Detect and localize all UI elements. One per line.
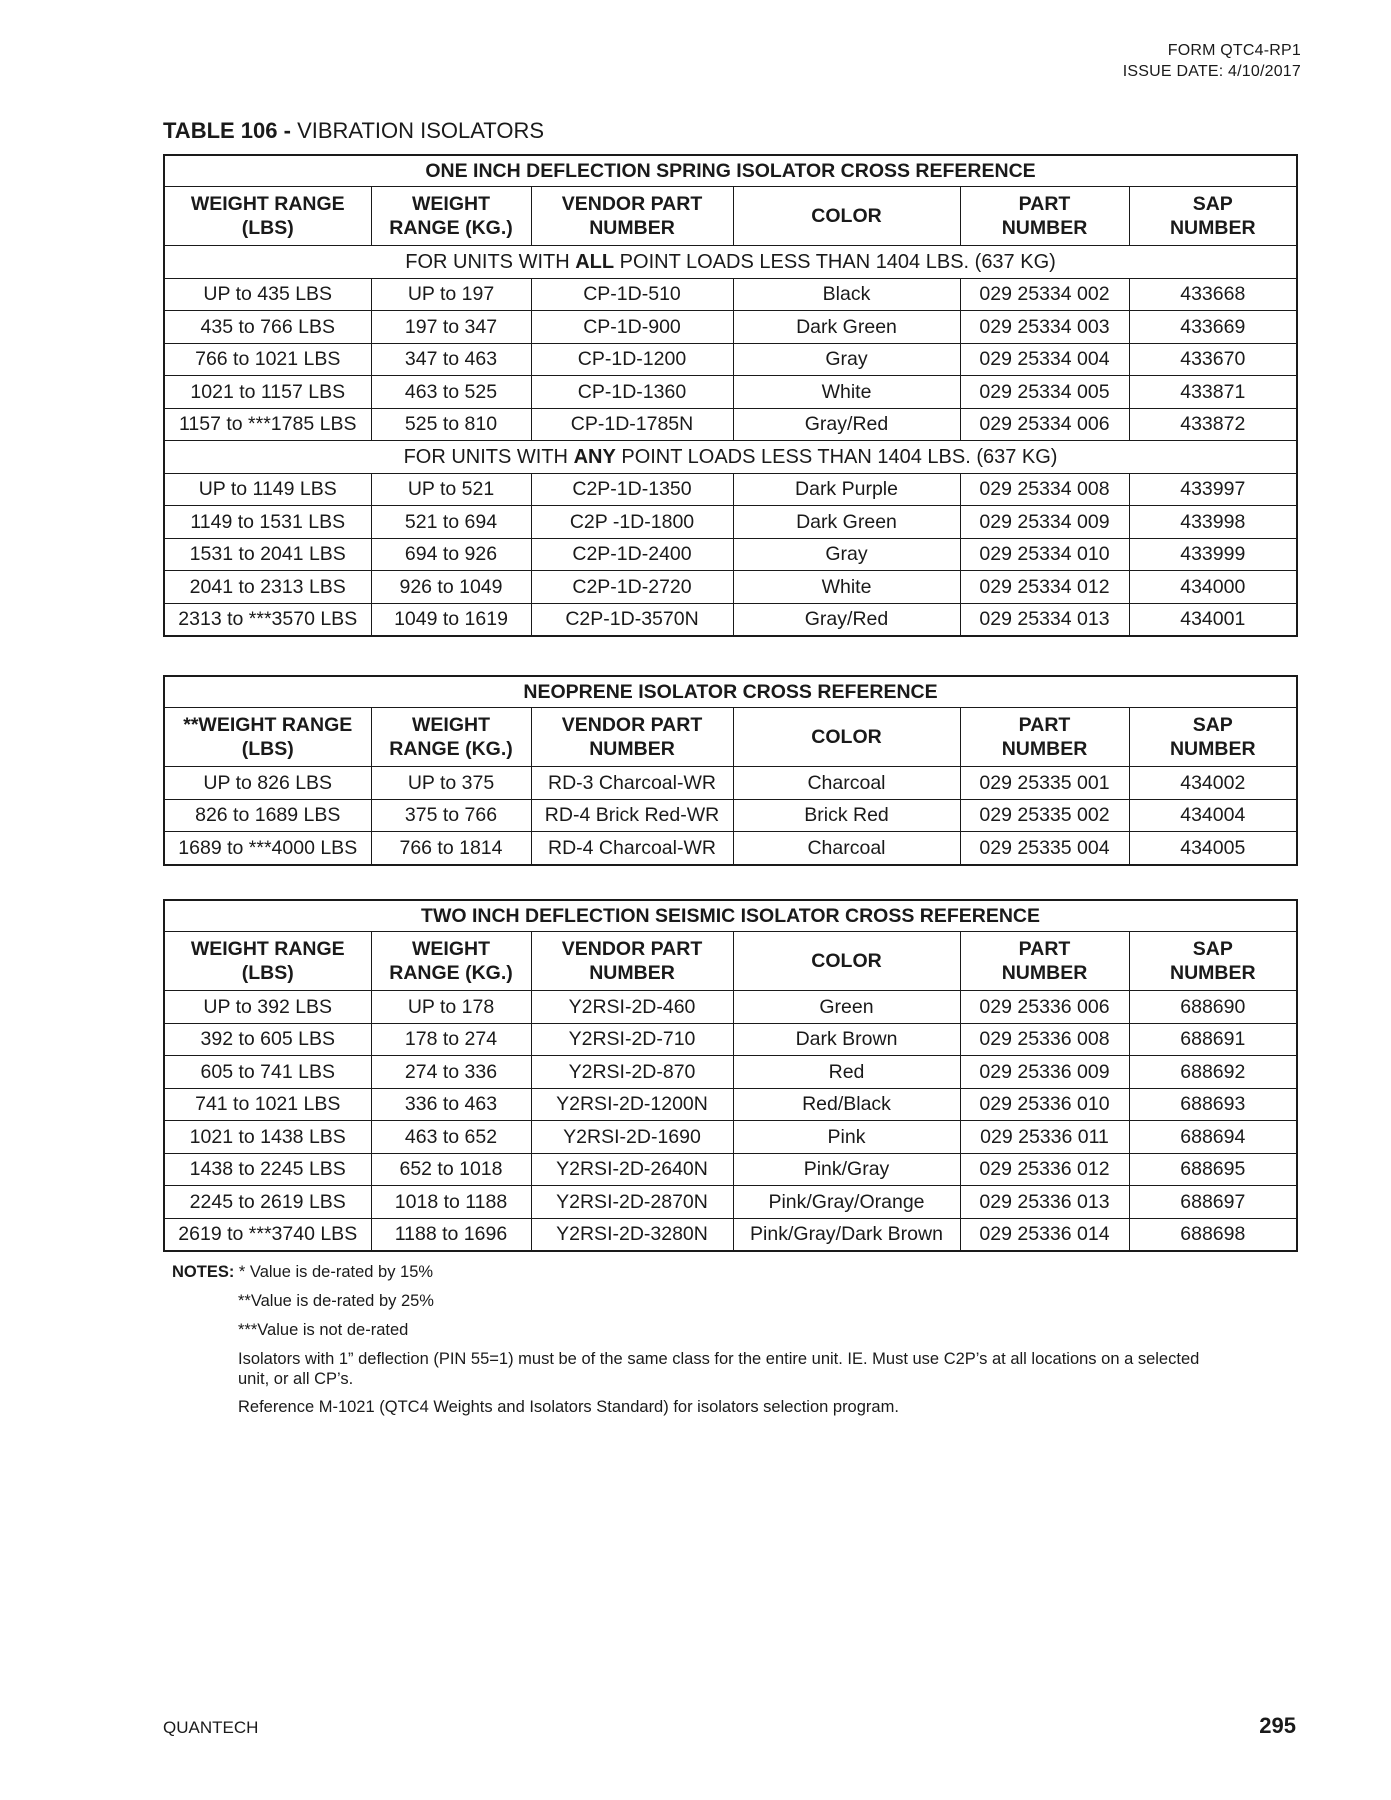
- page-number: 295: [1259, 1713, 1296, 1738]
- table-cell: UP to 1149 LBS: [164, 473, 371, 506]
- table-title: [163, 118, 544, 144]
- table-cell: Gray: [733, 538, 960, 571]
- table-cell: Dark Green: [733, 506, 960, 539]
- table-row: [164, 343, 1297, 376]
- neoprene-isolator-table: [163, 675, 1298, 866]
- table-row: [164, 1088, 1297, 1121]
- table-cell: 605 to 741 LBS: [164, 1056, 371, 1089]
- table-cell: C2P-1D-1350: [531, 473, 733, 506]
- table-number: TABLE 106 -: [163, 118, 291, 143]
- table-cell: UP to 178: [371, 991, 531, 1024]
- column-header-line: NUMBER: [589, 738, 675, 760]
- table-cell: Gray: [733, 343, 960, 376]
- column-header-line: SAP: [1192, 714, 1233, 736]
- table-cell: 029 25336 006: [960, 991, 1129, 1024]
- table-cell: 178 to 274: [371, 1023, 531, 1056]
- table-cell: 826 to 1689 LBS: [164, 799, 371, 832]
- table-row: [164, 376, 1297, 409]
- column-header: [960, 932, 1129, 991]
- column-header-line: COLOR: [811, 726, 882, 748]
- spring-isolator-table: [163, 154, 1298, 637]
- column-header: [531, 187, 733, 246]
- table-cell: 029 25335 004: [960, 832, 1129, 865]
- table-cell: 1438 to 2245 LBS: [164, 1153, 371, 1186]
- table-cell: 029 25336 014: [960, 1218, 1129, 1251]
- table-cell: 433998: [1129, 506, 1297, 539]
- table-cell: 1149 to 1531 LBS: [164, 506, 371, 539]
- column-header-line: (LBS): [241, 962, 294, 984]
- issue-date: ISSUE DATE: 4/10/2017: [1122, 63, 1301, 80]
- table-cell: 688692: [1129, 1056, 1297, 1089]
- table-cell: 029 25334 010: [960, 538, 1129, 571]
- column-header-line: WEIGHT RANGE: [190, 938, 345, 960]
- column-header: [1129, 932, 1297, 991]
- group-row: [164, 246, 1297, 279]
- column-header-line: NUMBER: [1001, 217, 1088, 239]
- table-row: [164, 799, 1297, 832]
- note-2: **Value is de-rated by 25%: [238, 1292, 434, 1310]
- table-cell: 2619 to ***3740 LBS: [164, 1218, 371, 1251]
- table-cell: C2P -1D-1800: [531, 506, 733, 539]
- table-cell: 029 25334 009: [960, 506, 1129, 539]
- table-cell: 375 to 766: [371, 799, 531, 832]
- form-header: [1123, 40, 1301, 82]
- table-cell: 434005: [1129, 832, 1297, 865]
- table-cell: 029 25334 008: [960, 473, 1129, 506]
- table-cell: 766 to 1021 LBS: [164, 343, 371, 376]
- table-cell: Y2RSI-2D-1690: [531, 1121, 733, 1154]
- column-header-line: RANGE (KG.): [389, 217, 513, 239]
- table-cell: 1157 to ***1785 LBS: [164, 408, 371, 441]
- table-cell: Pink/Gray: [733, 1153, 960, 1186]
- table-cell: 347 to 463: [371, 343, 531, 376]
- column-header-line: VENDOR PART: [561, 714, 703, 736]
- table-cell: 1188 to 1696: [371, 1218, 531, 1251]
- table-cell: 652 to 1018: [371, 1153, 531, 1186]
- column-header-line: **WEIGHT RANGE: [183, 714, 353, 736]
- column-header-line: PART: [1018, 938, 1071, 960]
- table-cell: RD-4 Charcoal-WR: [531, 832, 733, 865]
- table-cell: 688698: [1129, 1218, 1297, 1251]
- column-header-line: SAP: [1192, 938, 1233, 960]
- table-cell: Y2RSI-2D-710: [531, 1023, 733, 1056]
- table-cell: CP-1D-900: [531, 311, 733, 344]
- table-cell: 926 to 1049: [371, 571, 531, 604]
- table-cell: Pink/Gray/Orange: [733, 1186, 960, 1219]
- table-cell: 741 to 1021 LBS: [164, 1088, 371, 1121]
- column-header: [371, 187, 531, 246]
- table-cell: Y2RSI-2D-870: [531, 1056, 733, 1089]
- column-header: [371, 932, 531, 991]
- table-cell: Red: [733, 1056, 960, 1089]
- table-cell: Brick Red: [733, 799, 960, 832]
- table-cell: 433999: [1129, 538, 1297, 571]
- table-caption: NEOPRENE ISOLATOR CROSS REFERENCE: [164, 676, 1297, 708]
- table-row: [164, 278, 1297, 311]
- table-cell: 336 to 463: [371, 1088, 531, 1121]
- table-cell: RD-4 Brick Red-WR: [531, 799, 733, 832]
- table-cell: Dark Green: [733, 311, 960, 344]
- notes: [172, 1262, 1232, 1417]
- table-row: [164, 408, 1297, 441]
- column-header: [733, 708, 960, 767]
- table-cell: C2P-1D-2400: [531, 538, 733, 571]
- table-cell: C2P-1D-2720: [531, 571, 733, 604]
- table-cell: 434002: [1129, 767, 1297, 800]
- table-cell: 1021 to 1157 LBS: [164, 376, 371, 409]
- table-row: [164, 571, 1297, 604]
- notes-label: NOTES:: [172, 1263, 235, 1281]
- table-cell: C2P-1D-3570N: [531, 603, 733, 636]
- table-cell: Gray/Red: [733, 603, 960, 636]
- column-header-line: NUMBER: [589, 217, 675, 239]
- column-header: [164, 932, 371, 991]
- column-header-line: WEIGHT: [412, 714, 490, 736]
- table-cell: Gray/Red: [733, 408, 960, 441]
- column-header-line: PART: [1018, 714, 1071, 736]
- column-header: [1129, 187, 1297, 246]
- group-row: [164, 441, 1297, 474]
- column-header-line: NUMBER: [1001, 738, 1088, 760]
- table-row: [164, 603, 1297, 636]
- table-cell: 2041 to 2313 LBS: [164, 571, 371, 604]
- table-row: [164, 311, 1297, 344]
- table-cell: 433670: [1129, 343, 1297, 376]
- table-row: [164, 1186, 1297, 1219]
- group-condition: FOR UNITS WITH ALL POINT LOADS LESS THAN 1404 LBS. (637 KG): [164, 246, 1297, 279]
- table-cell: Y2RSI-2D-3280N: [531, 1218, 733, 1251]
- table-cell: 029 25334 012: [960, 571, 1129, 604]
- table-cell: 688690: [1129, 991, 1297, 1024]
- table-cell: Y2RSI-2D-1200N: [531, 1088, 733, 1121]
- table-caption-row: [164, 900, 1297, 932]
- note-4: Isolators with 1” deflection (PIN 55=1) must be of the same class for the entire unit. IE. Must use C2P’s at all locations on a selected unit, or all CP’s.: [238, 1350, 1200, 1388]
- table-cell: 525 to 810: [371, 408, 531, 441]
- table-cell: 029 25336 010: [960, 1088, 1129, 1121]
- table-cell: UP to 435 LBS: [164, 278, 371, 311]
- table-row: [164, 1153, 1297, 1186]
- table-row: [164, 538, 1297, 571]
- table-cell: 029 25334 004: [960, 343, 1129, 376]
- table-row: [164, 1121, 1297, 1154]
- table-name: VIBRATION ISOLATORS: [297, 118, 545, 143]
- table-cell: 433872: [1129, 408, 1297, 441]
- table-row: [164, 1218, 1297, 1251]
- column-header-line: VENDOR PART: [561, 938, 703, 960]
- table-cell: 463 to 525: [371, 376, 531, 409]
- table-cell: 1049 to 1619: [371, 603, 531, 636]
- table-cell: 029 25336 012: [960, 1153, 1129, 1186]
- table-row: [164, 1023, 1297, 1056]
- table-cell: 435 to 766 LBS: [164, 311, 371, 344]
- note-3: ***Value is not de-rated: [238, 1321, 409, 1339]
- table-caption-row: [164, 676, 1297, 708]
- table-cell: 1531 to 2041 LBS: [164, 538, 371, 571]
- table-cell: 392 to 605 LBS: [164, 1023, 371, 1056]
- column-header: [733, 932, 960, 991]
- table-cell: 434000: [1129, 571, 1297, 604]
- table-cell: UP to 375: [371, 767, 531, 800]
- column-header-line: NUMBER: [589, 962, 675, 984]
- table-caption: TWO INCH DEFLECTION SEISMIC ISOLATOR CROSS REFERENCE: [164, 900, 1297, 932]
- table-cell: Dark Brown: [733, 1023, 960, 1056]
- table-cell: 197 to 347: [371, 311, 531, 344]
- column-header: [733, 187, 960, 246]
- table-cell: Charcoal: [733, 832, 960, 865]
- column-header-row: [164, 932, 1297, 991]
- table-cell: 029 25335 001: [960, 767, 1129, 800]
- table-cell: 029 25336 009: [960, 1056, 1129, 1089]
- table-cell: 029 25335 002: [960, 799, 1129, 832]
- table-cell: Y2RSI-2D-2870N: [531, 1186, 733, 1219]
- table-cell: 688697: [1129, 1186, 1297, 1219]
- column-header: [164, 708, 371, 767]
- column-header-line: RANGE (KG.): [389, 738, 513, 760]
- table-cell: Charcoal: [733, 767, 960, 800]
- table-cell: CP-1D-1360: [531, 376, 733, 409]
- table-cell: 029 25334 013: [960, 603, 1129, 636]
- table-cell: 521 to 694: [371, 506, 531, 539]
- table-caption: ONE INCH DEFLECTION SPRING ISOLATOR CROSS REFERENCE: [164, 155, 1297, 187]
- seismic-isolator-table: [163, 899, 1298, 1252]
- table-cell: 1021 to 1438 LBS: [164, 1121, 371, 1154]
- table-cell: 274 to 336: [371, 1056, 531, 1089]
- table-cell: CP-1D-1200: [531, 343, 733, 376]
- table-cell: Red/Black: [733, 1088, 960, 1121]
- table-cell: White: [733, 571, 960, 604]
- column-header-line: VENDOR PART: [561, 193, 703, 215]
- column-header-line: PART: [1018, 193, 1071, 215]
- table-cell: 434001: [1129, 603, 1297, 636]
- table-cell: 433871: [1129, 376, 1297, 409]
- table-cell: 2313 to ***3570 LBS: [164, 603, 371, 636]
- table-row: [164, 506, 1297, 539]
- table-cell: Pink: [733, 1121, 960, 1154]
- table-cell: White: [733, 376, 960, 409]
- table-row: [164, 991, 1297, 1024]
- table-caption-row: [164, 155, 1297, 187]
- table-cell: 688694: [1129, 1121, 1297, 1154]
- column-header: [531, 708, 733, 767]
- note-1: NOTES: * Value is de-rated by 15%: [172, 1263, 434, 1281]
- column-header-line: SAP: [1192, 193, 1233, 215]
- column-header: [371, 708, 531, 767]
- table-cell: 029 25336 013: [960, 1186, 1129, 1219]
- table-cell: Pink/Gray/Dark Brown: [733, 1218, 960, 1251]
- table-cell: UP to 197: [371, 278, 531, 311]
- table-cell: 1018 to 1188: [371, 1186, 531, 1219]
- table-cell: 029 25336 011: [960, 1121, 1129, 1154]
- table-cell: Y2RSI-2D-2640N: [531, 1153, 733, 1186]
- table-cell: 694 to 926: [371, 538, 531, 571]
- column-header-line: (LBS): [241, 738, 294, 760]
- column-header-line: (LBS): [241, 217, 294, 239]
- column-header-row: [164, 187, 1297, 246]
- table-cell: Y2RSI-2D-460: [531, 991, 733, 1024]
- table-cell: 2245 to 2619 LBS: [164, 1186, 371, 1219]
- column-header-line: WEIGHT RANGE: [190, 193, 345, 215]
- table-cell: 463 to 652: [371, 1121, 531, 1154]
- form-number: FORM QTC4-RP1: [1167, 42, 1301, 59]
- table-cell: 688693: [1129, 1088, 1297, 1121]
- column-header-line: WEIGHT: [412, 938, 490, 960]
- table-cell: 029 25334 006: [960, 408, 1129, 441]
- table-row: [164, 1056, 1297, 1089]
- table-cell: 029 25336 008: [960, 1023, 1129, 1056]
- table-cell: 434004: [1129, 799, 1297, 832]
- column-header-line: COLOR: [811, 205, 882, 227]
- table-row: [164, 767, 1297, 800]
- table-cell: UP to 392 LBS: [164, 991, 371, 1024]
- column-header-line: NUMBER: [1169, 962, 1256, 984]
- table-cell: 029 25334 002: [960, 278, 1129, 311]
- table-cell: 029 25334 003: [960, 311, 1129, 344]
- column-header-line: NUMBER: [1169, 738, 1256, 760]
- table-cell: 1689 to ***4000 LBS: [164, 832, 371, 865]
- table-cell: 433668: [1129, 278, 1297, 311]
- table-cell: UP to 521: [371, 473, 531, 506]
- column-header: [164, 187, 371, 246]
- table-cell: Dark Purple: [733, 473, 960, 506]
- table-cell: RD-3 Charcoal-WR: [531, 767, 733, 800]
- column-header: [960, 708, 1129, 767]
- table-cell: 688691: [1129, 1023, 1297, 1056]
- column-header-line: WEIGHT: [412, 193, 490, 215]
- table-row: [164, 832, 1297, 865]
- table-cell: Black: [733, 278, 960, 311]
- group-condition: FOR UNITS WITH ANY POINT LOADS LESS THAN 1404 LBS. (637 KG): [164, 441, 1297, 474]
- table-cell: Green: [733, 991, 960, 1024]
- column-header-line: NUMBER: [1169, 217, 1256, 239]
- column-header: [960, 187, 1129, 246]
- table-cell: 688695: [1129, 1153, 1297, 1186]
- note-5: Reference M-1021 (QTC4 Weights and Isolators Standard) for isolators selection program.: [238, 1398, 899, 1416]
- table-cell: CP-1D-510: [531, 278, 733, 311]
- column-header: [531, 932, 733, 991]
- table-cell: UP to 826 LBS: [164, 767, 371, 800]
- table-cell: 766 to 1814: [371, 832, 531, 865]
- column-header: [1129, 708, 1297, 767]
- footer-brand: QUANTECH: [163, 1718, 259, 1737]
- table-cell: 029 25334 005: [960, 376, 1129, 409]
- table-cell: 433997: [1129, 473, 1297, 506]
- column-header-row: [164, 708, 1297, 767]
- table-cell: 433669: [1129, 311, 1297, 344]
- column-header-line: RANGE (KG.): [389, 962, 513, 984]
- column-header-line: NUMBER: [1001, 962, 1088, 984]
- column-header-line: COLOR: [811, 950, 882, 972]
- table-cell: CP-1D-1785N: [531, 408, 733, 441]
- table-row: [164, 473, 1297, 506]
